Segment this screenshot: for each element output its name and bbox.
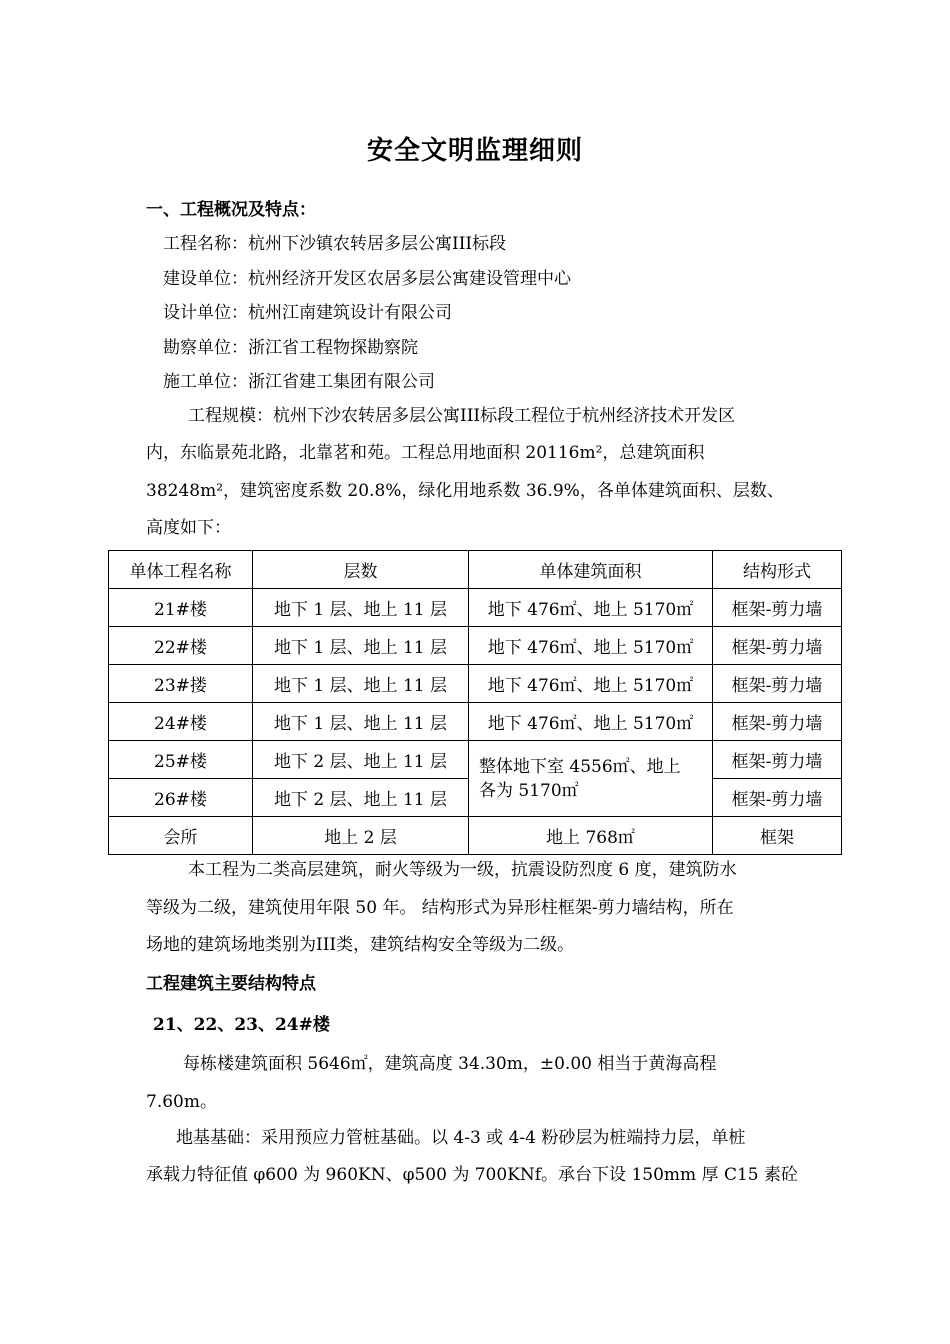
table-row <box>109 817 842 855</box>
table-cell: 地上 2 层 <box>253 817 469 855</box>
merged-cell-line: 整体地下室 4556㎡、地上 <box>479 756 681 777</box>
subsection-heading-buildings: 21、22、23、24#楼 <box>153 1015 330 1035</box>
table-header-cell: 结构形式 <box>713 551 842 589</box>
table-cell: 地下 1 层、地上 11 层 <box>253 703 469 741</box>
table-row <box>109 665 842 703</box>
info-surveyor: 勘察单位：浙江省工程物探勘察院 <box>163 338 418 358</box>
table-cell: 地下 1 层、地上 11 层 <box>253 627 469 665</box>
table-row <box>109 741 842 779</box>
table-header-cell: 层数 <box>253 551 469 589</box>
para-line: 承载力特征值 φ600 为 960KN、φ500 为 700KNf。承台下设 150mm 厚 C15 素砼 <box>146 1165 799 1185</box>
section-heading-structure: 工程建筑主要结构特点 <box>146 974 316 994</box>
para-line: 等级为二级，建筑使用年限 50 年。 结构形式为异形柱框架-剪力墙结构，所在 <box>146 898 734 918</box>
table-cell: 框架-剪力墙 <box>713 665 842 703</box>
scale-para-line: 工程规模：杭州下沙农转居多层公寓III标段工程位于杭州经济技术开发区 <box>188 406 736 426</box>
table-cell: 地下 476㎡、地上 5170㎡ <box>469 703 713 741</box>
table-cell: 21#楼 <box>109 589 253 627</box>
scale-para-line: 38248m²，建筑密度系数 20.8%，绿化用地系数 36.9%，各单体建筑面积、层数、 <box>146 481 784 501</box>
table-cell: 框架 <box>713 817 842 855</box>
info-designer: 设计单位：杭州江南建筑设计有限公司 <box>163 303 452 323</box>
scale-para-line: 高度如下： <box>146 518 231 538</box>
info-client: 建设单位：杭州经济开发区农居多层公寓建设管理中心 <box>163 269 571 289</box>
table-cell: 22#楼 <box>109 627 253 665</box>
table-cell: 地下 476㎡、地上 5170㎡ <box>469 627 713 665</box>
section-heading-overview: 一、工程概况及特点： <box>146 200 316 220</box>
table-cell: 框架-剪力墙 <box>713 627 842 665</box>
table-header-cell: 单体建筑面积 <box>469 551 713 589</box>
table-cell: 25#楼 <box>109 741 253 779</box>
table-row <box>109 589 842 627</box>
table-cell: 地下 1 层、地上 11 层 <box>253 589 469 627</box>
table-cell: 框架-剪力墙 <box>713 741 842 779</box>
table-cell: 地上 768㎡ <box>469 817 713 855</box>
para-line: 7.60m。 <box>146 1092 217 1112</box>
para-line: 地基基础：采用预应力管桩基础。以 4-3 或 4-4 粉砂层为桩端持力层，单桩 <box>176 1128 746 1148</box>
table-cell: 地下 2 层、地上 11 层 <box>253 779 469 817</box>
table-header-row <box>109 551 842 589</box>
building-spec-table <box>108 550 842 855</box>
table-cell: 地下 2 层、地上 11 层 <box>253 741 469 779</box>
page-title: 安全文明监理细则 <box>366 136 583 166</box>
table-cell-merged <box>469 741 713 817</box>
info-contractor: 施工单位：浙江省建工集团有限公司 <box>163 372 435 392</box>
table-row <box>109 627 842 665</box>
table-cell: 地下 476㎡、地上 5170㎡ <box>469 665 713 703</box>
table-cell: 地下 476㎡、地上 5170㎡ <box>469 589 713 627</box>
table-cell: 地下 1 层、地上 11 层 <box>253 665 469 703</box>
table-cell: 24#楼 <box>109 703 253 741</box>
merged-cell-line: 各为 5170㎡ <box>479 780 579 801</box>
table-cell: 23#搂 <box>109 665 253 703</box>
scale-para-line: 内，东临景苑北路，北靠茗和苑。工程总用地面积 20116m²，总建筑面积 <box>146 443 705 463</box>
info-project-name: 工程名称：杭州下沙镇农转居多层公寓III标段 <box>163 234 507 254</box>
table-cell: 会所 <box>109 817 253 855</box>
table-cell: 框架-剪力墙 <box>713 703 842 741</box>
table-row <box>109 703 842 741</box>
table-cell: 框架-剪力墙 <box>713 589 842 627</box>
para-line: 场地的建筑场地类别为III类，建筑结构安全等级为二级。 <box>146 935 575 955</box>
para-line: 本工程为二类高层建筑，耐火等级为一级，抗震设防烈度 6 度，建筑防水 <box>188 860 737 880</box>
table-header-cell: 单体工程名称 <box>109 551 253 589</box>
para-line: 每栋楼建筑面积 5646㎡，建筑高度 34.30m，±0.00 相当于黄海高程 <box>183 1054 717 1074</box>
table-cell: 框架-剪力墙 <box>713 779 842 817</box>
table-cell: 26#楼 <box>109 779 253 817</box>
